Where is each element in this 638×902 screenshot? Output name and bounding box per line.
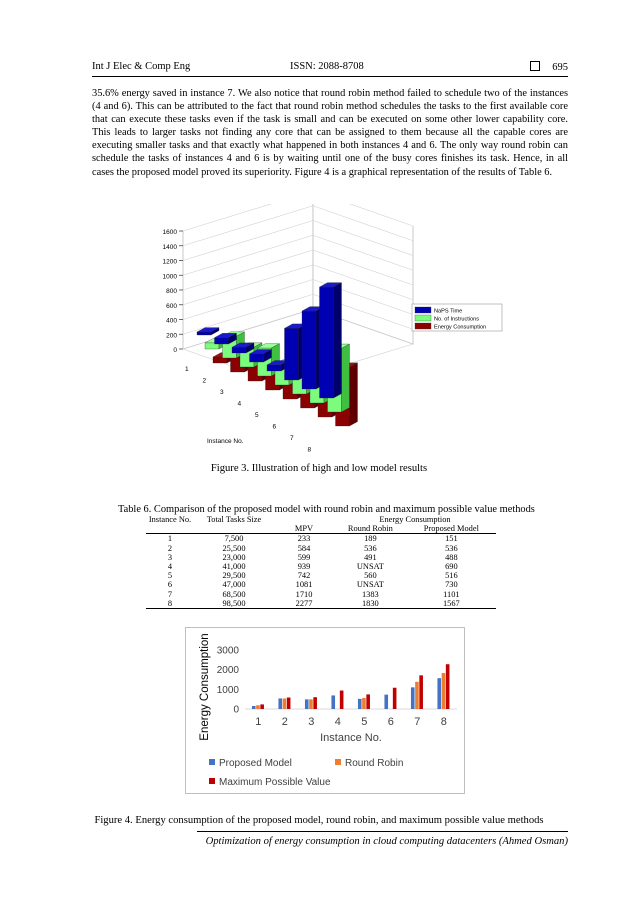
table-cell: 516 bbox=[445, 571, 458, 581]
bar-round-robin-1 bbox=[256, 705, 260, 709]
legend-swatch bbox=[415, 307, 431, 313]
z-tick-label: 400 bbox=[166, 317, 177, 325]
y-tick-label: 1000 bbox=[216, 684, 239, 696]
bar-round-robin-2 bbox=[283, 698, 287, 709]
bar-proposed-model-3 bbox=[305, 699, 309, 709]
fig3-bar-energy-8-side bbox=[350, 363, 358, 426]
legend-label: Proposed Model bbox=[219, 758, 292, 769]
y-tick-label: 3000 bbox=[216, 645, 239, 657]
table-header-row bbox=[146, 515, 496, 524]
bar-round-robin-8 bbox=[442, 673, 446, 709]
bar-proposed-model-5 bbox=[358, 699, 362, 709]
z-tick-label: 200 bbox=[166, 332, 177, 340]
table-row bbox=[146, 571, 496, 580]
legend-swatch bbox=[415, 323, 431, 329]
table-row bbox=[146, 534, 496, 544]
table-row bbox=[146, 590, 496, 599]
table-cell: 23,000 bbox=[222, 552, 246, 562]
fig3-bar-time-5-front bbox=[267, 365, 281, 371]
instance-label: 6 bbox=[272, 423, 277, 431]
table-cell: 3 bbox=[167, 552, 173, 562]
fig3-bar-time-8-front bbox=[320, 287, 334, 398]
table-cell: 151 bbox=[445, 534, 458, 544]
fig3-bar-time-7-front bbox=[302, 311, 316, 389]
checkbox-icon bbox=[530, 61, 540, 71]
table-cell: 1830 bbox=[361, 598, 379, 608]
table-cell: 1383 bbox=[361, 589, 379, 599]
x-axis-label: Instance No. bbox=[320, 732, 382, 744]
table-row bbox=[146, 544, 496, 553]
bar-maximum-possible-value-7 bbox=[419, 675, 423, 709]
figure-3-caption: Figure 3. Illustration of high and low model results bbox=[210, 463, 428, 474]
page-header bbox=[92, 61, 568, 75]
fig3-bar-time-6-front bbox=[285, 328, 299, 380]
col-rr: Round Robin bbox=[347, 524, 393, 534]
table-cell: 1081 bbox=[295, 580, 313, 590]
table-cell: 7 bbox=[167, 589, 173, 599]
x-tick-label: 7 bbox=[414, 716, 421, 728]
instance-label: 3 bbox=[220, 389, 224, 396]
issn: ISSN: 2088-8708 bbox=[290, 61, 364, 72]
bar-maximum-possible-value-6 bbox=[393, 688, 397, 709]
table-cell: 536 bbox=[364, 543, 377, 553]
page-footer: Optimization of energy consumption in cloud computing datacenters (Ahmed Osman) bbox=[205, 836, 568, 847]
instance-label: 5 bbox=[255, 412, 259, 419]
bar-proposed-model-4 bbox=[331, 695, 335, 709]
instance-label: 2 bbox=[202, 377, 207, 385]
figure-3-3d-chart bbox=[125, 204, 515, 460]
page-number-block bbox=[530, 61, 568, 73]
bar-maximum-possible-value-3 bbox=[313, 697, 317, 709]
fig3-bar-time-4-front bbox=[250, 354, 264, 362]
fig3-bar-time-3-front bbox=[232, 347, 246, 353]
page-number: 695 bbox=[552, 62, 568, 73]
bar-proposed-model-7 bbox=[411, 687, 415, 709]
bar-maximum-possible-value-4 bbox=[340, 691, 344, 709]
z-tick-label: 1000 bbox=[162, 273, 177, 281]
journal-name: Int J Elec & Comp Eng bbox=[92, 61, 191, 72]
bar-round-robin-3 bbox=[309, 699, 313, 709]
table-cell: 5 bbox=[167, 571, 173, 581]
legend-label: Maximum Possible Value bbox=[219, 777, 331, 788]
table-subheader-row bbox=[146, 524, 496, 534]
table-cell: 730 bbox=[445, 580, 458, 590]
table-cell: 1710 bbox=[295, 589, 313, 599]
legend-swatch bbox=[209, 759, 215, 765]
x-tick-label: 3 bbox=[308, 716, 315, 728]
bar-proposed-model-1 bbox=[252, 706, 256, 709]
x-tick-label: 2 bbox=[281, 716, 288, 728]
bar-maximum-possible-value-8 bbox=[446, 664, 450, 709]
table-cell: 41,000 bbox=[222, 562, 246, 572]
x-tick-label: 5 bbox=[361, 716, 368, 728]
table-cell: 536 bbox=[445, 543, 458, 553]
table-cell: 584 bbox=[297, 543, 311, 553]
legend-label: Energy Consumption bbox=[434, 324, 487, 331]
footer-rule bbox=[197, 831, 568, 832]
table-cell: 25,500 bbox=[222, 543, 246, 553]
table-cell: 599 bbox=[297, 552, 311, 562]
fig3-bar-time-1-front bbox=[197, 332, 211, 335]
bar-proposed-model-8 bbox=[437, 678, 441, 709]
fig3-bar-instr-8-side bbox=[342, 344, 350, 412]
instance-label: 4 bbox=[237, 400, 242, 408]
bar-maximum-possible-value-1 bbox=[260, 704, 264, 709]
x-tick-label: 1 bbox=[255, 716, 262, 728]
table-row bbox=[146, 599, 496, 609]
col-pm: Proposed Model bbox=[423, 524, 479, 534]
z-tick-label: 0 bbox=[173, 347, 177, 354]
table-row bbox=[146, 580, 496, 589]
x-tick-label: 8 bbox=[440, 716, 447, 728]
x-tick-label: 4 bbox=[334, 716, 341, 728]
fig3-bar-time-8-side bbox=[334, 283, 342, 398]
x-axis-label: Instance No. bbox=[207, 438, 244, 445]
table-cell: 2 bbox=[167, 543, 173, 553]
z-tick-label: 600 bbox=[166, 302, 177, 310]
z-tick-label: 1200 bbox=[162, 258, 177, 266]
table-cell: 7,500 bbox=[224, 534, 244, 544]
figure-4-chart bbox=[185, 627, 465, 794]
table-cell: 491 bbox=[364, 552, 377, 562]
table-cell: 690 bbox=[445, 562, 458, 572]
table-cell: UNSAT bbox=[356, 562, 384, 572]
table-cell: 29,500 bbox=[222, 571, 246, 581]
table-cell: 2277 bbox=[295, 598, 313, 608]
col-total: Total Tasks Size bbox=[206, 515, 262, 524]
z-tick-label: 800 bbox=[166, 288, 177, 295]
table-cell: 1567 bbox=[442, 598, 460, 608]
bar-round-robin-7 bbox=[415, 682, 419, 709]
x-tick-label: 6 bbox=[387, 716, 394, 728]
z-tick-label: 1400 bbox=[162, 243, 177, 251]
legend-label: NaPS Time bbox=[434, 308, 463, 315]
legend-label: Round Robin bbox=[345, 758, 404, 769]
table-6 bbox=[146, 515, 496, 609]
header-rule bbox=[92, 76, 568, 77]
table-cell: 189 bbox=[364, 534, 377, 544]
table-cell: 8 bbox=[167, 598, 173, 608]
table-row bbox=[146, 553, 496, 562]
table-cell: 1 bbox=[167, 534, 173, 544]
bar-maximum-possible-value-5 bbox=[366, 694, 370, 709]
bar-round-robin-5 bbox=[362, 698, 366, 709]
body-paragraph: 35.6% energy saved in instance 7. We also notice that round robin method failed to schedule two of the instances (4 and 6). This can be attributed to the fact that round robin method schedules the tasks to the first available core that can execute these tasks even if the task is small and can be executed on some other lower capability core. This leads to larger tasks not finding any core that can be assigned to them because all the capable cores are executing smaller tasks and that exactly what happened in both instances 4 and 6. The only way round robin can schedule the tasks of instances 4 and 6 is by waiting until one of the busy cores finishes its task. Hence, in all cases the proposed model proved its superiority. Figure 4 is a graphical representation of the results of Table 6. bbox=[92, 88, 568, 178]
z-tick-label: 1600 bbox=[162, 229, 177, 236]
col-instance: Instance No. bbox=[148, 515, 192, 524]
table-cell: 488 bbox=[445, 552, 458, 562]
y-tick-label: 2000 bbox=[216, 665, 239, 677]
table-cell: 1101 bbox=[443, 589, 460, 599]
table-cell: 98,500 bbox=[222, 598, 246, 608]
table-cell: 742 bbox=[297, 571, 311, 581]
table-cell: 560 bbox=[364, 571, 377, 581]
col-energy: Energy Consumption bbox=[379, 515, 451, 524]
table-6-caption: Table 6. Comparison of the proposed model with round robin and maximum possible value methods bbox=[118, 504, 535, 515]
legend-label: No. of Instructions bbox=[434, 316, 480, 323]
figure-4-caption: Figure 4. Energy consumption of the proposed model, round robin, and maximum possible value methods bbox=[94, 815, 544, 826]
instance-label: 7 bbox=[290, 435, 294, 442]
legend-swatch bbox=[335, 759, 341, 765]
instance-label: 1 bbox=[185, 366, 189, 373]
instance-label: 8 bbox=[307, 446, 312, 454]
table-row bbox=[146, 562, 496, 571]
table-cell: 4 bbox=[167, 562, 173, 572]
col-mpv: MPV bbox=[294, 524, 314, 534]
bar-proposed-model-6 bbox=[384, 695, 388, 709]
legend-swatch bbox=[209, 778, 215, 784]
table-cell: 233 bbox=[297, 534, 311, 544]
table-cell: 6 bbox=[167, 580, 173, 590]
table-cell: 68,500 bbox=[222, 589, 246, 599]
table-cell: UNSAT bbox=[356, 580, 384, 590]
fig3-bar-time-2-front bbox=[215, 338, 229, 344]
y-axis-label: Energy Consumption bbox=[199, 633, 211, 741]
bar-maximum-possible-value-2 bbox=[287, 698, 291, 709]
table-cell: 939 bbox=[297, 562, 311, 572]
table-cell: 47,000 bbox=[222, 580, 246, 590]
legend-swatch bbox=[415, 315, 431, 321]
y-tick-label: 0 bbox=[233, 704, 239, 716]
bar-proposed-model-2 bbox=[278, 698, 282, 709]
